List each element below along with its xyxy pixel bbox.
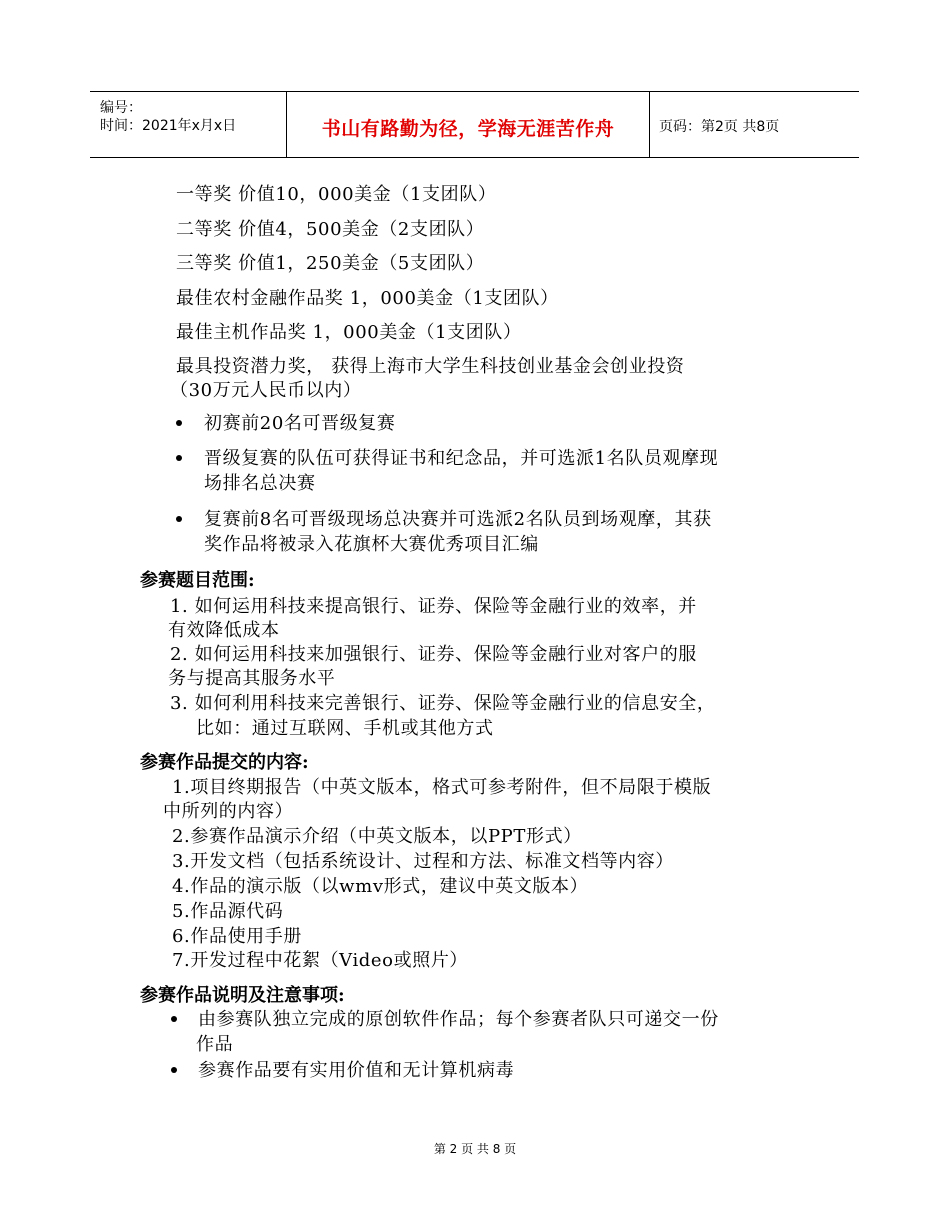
scope-line: 1. 如何运用科技来提高银行、证券、保险等金融行业的效率，并 <box>170 596 697 617</box>
bullet-icon <box>176 516 182 522</box>
bullet-icon <box>171 1067 177 1073</box>
award-line: 最具投资潜力奖， 获得上海市大学生科技创业基金会创业投资 <box>176 356 685 377</box>
promotion-bullet-text: 初赛前20名可晋级复赛 <box>204 413 396 434</box>
promotion-bullet-text: 场排名总决赛 <box>204 473 316 494</box>
submission-line: 5.作品源代码 <box>172 901 284 922</box>
submission-line: 1.项目终期报告（中英文版本，格式可参考附件，但不局限于模版 <box>172 777 712 798</box>
submission-line: 中所列的内容） <box>163 801 294 822</box>
scope-line: 3. 如何利用科技来完善银行、证券、保险等金融行业的信息安全， <box>170 693 716 714</box>
header-motto-cell <box>286 92 650 157</box>
motto: 书山有路勤为径，学海无涯苦作舟 <box>321 118 615 140</box>
bullet-icon <box>176 455 182 461</box>
scope-heading: 参赛题目范围: <box>140 570 255 591</box>
promotion-bullet-text: 奖作品将被录入花旗杯大赛优秀项目汇编 <box>204 534 539 555</box>
submission-line: 2.参赛作品演示介绍（中英文版本，以PPT形式） <box>172 826 582 847</box>
header-page-cell <box>649 92 859 157</box>
time-label: 时间：2021年x月x日 <box>100 118 237 134</box>
award-line: 二等奖 价值4，500美金（2支团队） <box>176 219 485 240</box>
bullet-icon <box>176 420 182 426</box>
page-footer: 第 2 页 共 8 页 <box>433 1142 517 1156</box>
submission-heading: 参赛作品提交的内容: <box>140 752 309 773</box>
submission-line: 3.开发文档（包括系统设计、过程和方法、标准文档等内容） <box>172 851 674 872</box>
award-line: 三等奖 价值1，250美金（5支团队） <box>176 253 485 274</box>
award-line: 最佳主机作品奖 1，000美金（1支团队） <box>176 322 522 343</box>
notes-bullet-text: 作品 <box>196 1034 234 1055</box>
award-line: （30万元人民币以内） <box>170 380 362 401</box>
bullet-icon <box>171 1016 177 1022</box>
promotion-bullet-text: 复赛前8名可晋级现场总决赛并可选派2名队员到场观摩，其获 <box>204 509 712 530</box>
page-header <box>90 91 859 158</box>
award-line: 一等奖 价值10，000美金（1支团队） <box>176 184 497 205</box>
scope-line: 务与提高其服务水平 <box>168 668 336 689</box>
header-info-cell <box>90 92 286 157</box>
notes-bullet-text: 参赛作品要有实用价值和无计算机病毒 <box>198 1060 515 1081</box>
scope-line: 比如：通过互联网、手机或其他方式 <box>196 718 494 739</box>
page-label: 页码：第2页 共8页 <box>659 119 780 135</box>
number-label: 编号： <box>100 100 142 116</box>
submission-line: 4.作品的演示版（以wmv形式，建议中英文版本） <box>172 876 589 897</box>
notes-heading: 参赛作品说明及注意事项: <box>140 985 345 1006</box>
award-line: 最佳农村金融作品奖 1，000美金（1支团队） <box>176 288 559 309</box>
scope-line: 有效降低成本 <box>168 620 280 641</box>
promotion-bullet-text: 晋级复赛的队伍可获得证书和纪念品，并可选派1名队员观摩现 <box>204 448 719 469</box>
submission-line: 7.开发过程中花絮（Video或照片） <box>172 950 469 971</box>
submission-line: 6.作品使用手册 <box>172 926 302 947</box>
notes-bullet-text: 由参赛队独立完成的原创软件作品；每个参赛者队只可递交一份 <box>198 1009 719 1030</box>
scope-line: 2. 如何运用科技来加强银行、证券、保险等金融行业对客户的服 <box>170 644 697 665</box>
